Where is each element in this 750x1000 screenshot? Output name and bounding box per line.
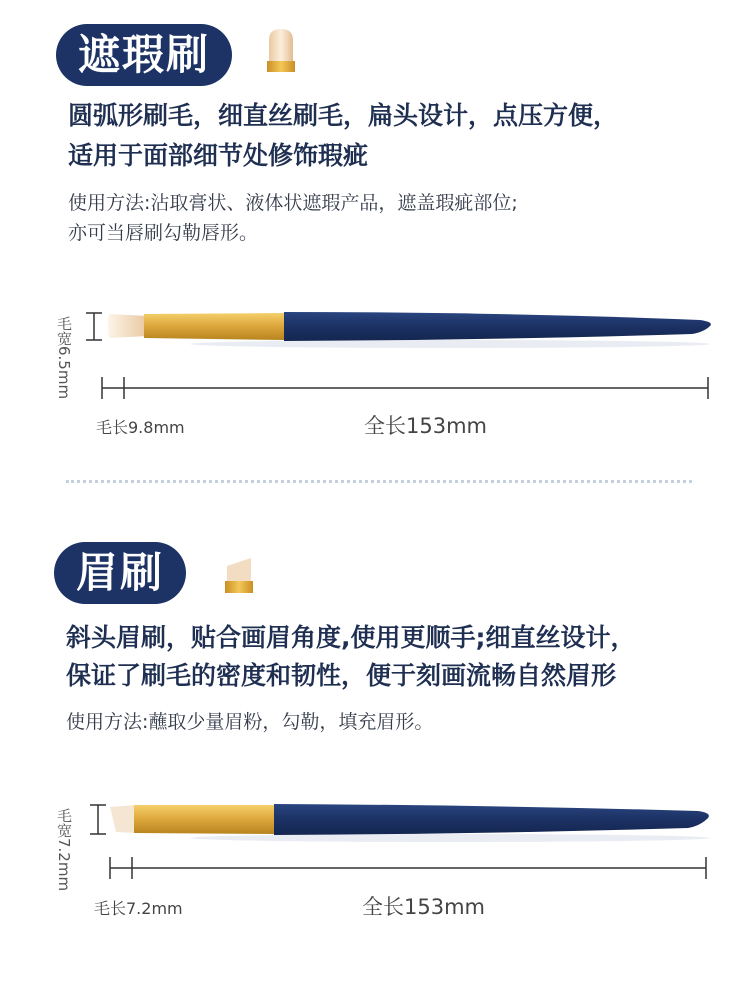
headline-line-1: 圆弧形刷毛，细直丝刷毛，扁头设计，点压方便，: [68, 101, 619, 130]
handle-shape: [274, 804, 709, 835]
usage-line-1: 使用方法:蘸取少量眉粉，勾勒，填充眉形。: [66, 711, 434, 733]
rounded-brush-tip-icon: [264, 26, 298, 74]
total-length-label: 全长153mm: [362, 895, 485, 919]
usage-line-2: 亦可当唇刷勾勒唇形。: [68, 222, 259, 244]
bristle-shape: [110, 805, 136, 833]
bristle-length-label: 毛长7.2mm: [94, 899, 183, 918]
handle-shape: [284, 312, 711, 341]
brow-brush-illustration: [80, 796, 720, 896]
bristle-width-label: 毛宽7.2mm: [55, 808, 73, 892]
section-divider: [66, 480, 692, 483]
angled-brush-tip-icon: [222, 556, 256, 596]
section-title: 遮瑕刷: [56, 24, 232, 86]
total-length-label: 全长153mm: [364, 414, 487, 438]
headline-line-2: 适用于面部细节处修饰瑕疵: [68, 141, 369, 170]
headline-line-2: 保证了刷毛的密度和韧性，便于刻画流畅自然眉形: [66, 661, 617, 690]
bristle-length-label: 毛长9.8mm: [96, 418, 185, 437]
concealer-brush-illustration: [80, 300, 720, 410]
usage-line-1: 使用方法:沾取膏状、液体状遮瑕产品，遮盖瑕疵部位;: [68, 192, 518, 214]
bristle-shape: [108, 314, 148, 338]
section-title: 眉刷: [54, 542, 186, 604]
bristle-width-label: 毛宽6.5mm: [55, 316, 73, 400]
headline-line-1: 斜头眉刷，贴合画眉角度,使用更顺手;细直丝设计，: [66, 623, 636, 652]
ferrule-shape: [144, 313, 284, 340]
ferrule-shape: [134, 805, 274, 834]
